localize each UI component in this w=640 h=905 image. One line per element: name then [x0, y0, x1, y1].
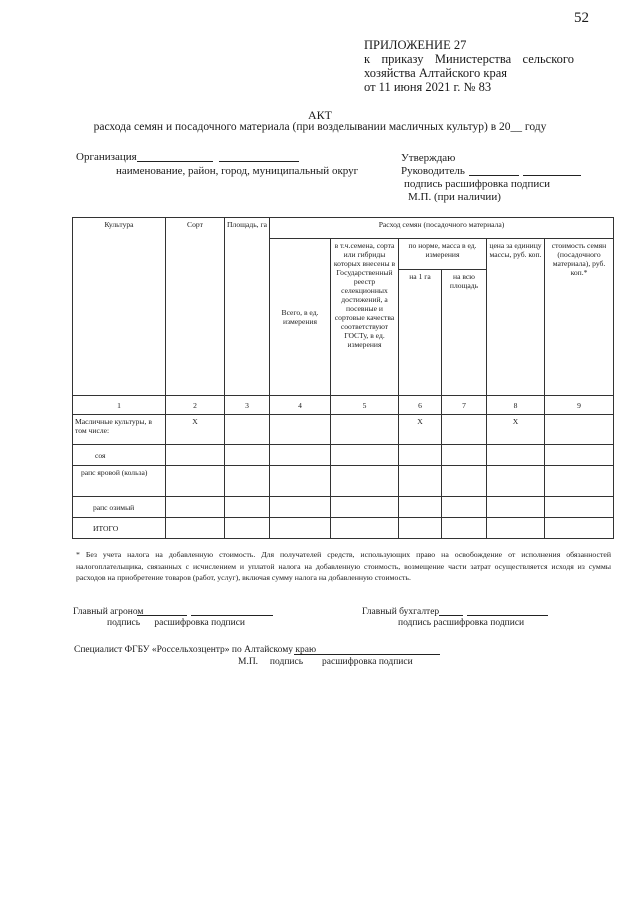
table-cell — [331, 415, 399, 445]
table-cell — [545, 415, 614, 445]
document-title: АКТ — [308, 108, 332, 122]
table-row — [73, 518, 614, 539]
accountant-decoding-line — [467, 615, 548, 616]
column-number: 4 — [270, 396, 331, 415]
row-total-name: ИТОГО — [73, 518, 166, 539]
table-cell — [270, 497, 331, 518]
table-cell — [545, 445, 614, 466]
appendix-header — [364, 38, 574, 94]
table-cell — [331, 466, 399, 497]
document-subtitle: расхода семян и посадочного материала (при возделывании масличных культур) в 20__ году — [93, 121, 547, 133]
column-number: 2 — [166, 396, 225, 415]
table-cell — [442, 518, 487, 539]
table-cell — [270, 518, 331, 539]
header-registry: в т.ч.семена, сорта или гибриды которых внесены в Государственный реестр селекционных достижений, а посевные и сортовые качества соответствуют ГОСТу, в ед. измерения — [331, 239, 399, 396]
accountant-signature-line — [439, 615, 463, 616]
approve-label: Утверждаю — [401, 152, 456, 164]
agronomist-label: Главный агроном — [73, 607, 144, 617]
specialist-caption: М.П. подпись расшифровка подписи — [238, 657, 413, 667]
table-cell — [487, 518, 545, 539]
page-number: 52 — [574, 10, 589, 26]
table-cell — [487, 497, 545, 518]
header-whole-area: на всю площадь — [442, 270, 487, 396]
table-cell: Х — [166, 415, 225, 445]
row-culture-name: Масличные культуры, в том числе: — [73, 415, 166, 445]
footnote: * Без учета налога на добавленную стоимость. Для получателей средств, использующих право на освобождение от исполнения обязанностей налогоплательщика, связанных с исчислением и уплатой налога на добавленную стоимость, возмещение части затрат осуществляется исходя из суммы расходов на приобретение товаров (работ, услуг), включая сумму налога на добавленную стоимость. — [76, 550, 611, 582]
org-caption: наименование, район, город, муниципальный округ — [116, 165, 359, 177]
table-cell — [166, 445, 225, 466]
column-number: 6 — [399, 396, 442, 415]
column-number: 8 — [487, 396, 545, 415]
table-cell — [166, 497, 225, 518]
header-variety: Сорт — [166, 218, 225, 396]
header-price: цена за единицу массы, руб. коп. — [487, 239, 545, 396]
table-cell — [545, 518, 614, 539]
column-number: 1 — [73, 396, 166, 415]
appendix-ministry-line: хозяйства Алтайского края — [364, 66, 507, 80]
table-cell — [331, 445, 399, 466]
row-culture-name: соя — [73, 445, 166, 466]
header-cost: стоимость семян (посадочного материала), руб. коп.* — [545, 239, 614, 396]
word: к — [364, 52, 371, 66]
header-per-ha: на 1 га — [399, 270, 442, 396]
table-cell — [270, 445, 331, 466]
word: сельского — [522, 52, 574, 66]
table-cell — [225, 497, 270, 518]
table-cell — [225, 415, 270, 445]
table-cell — [442, 466, 487, 497]
appendix-order-line — [364, 52, 574, 66]
row-culture-name: рапс озимый — [73, 497, 166, 518]
table-cell — [545, 497, 614, 518]
head-label: Руководитель — [401, 165, 465, 177]
accountant-caption: подпись расшифровка подписи — [398, 618, 525, 628]
table-cell — [487, 466, 545, 497]
seed-consumption-table — [72, 217, 614, 539]
table-cell: Х — [487, 415, 545, 445]
org-name-line — [137, 161, 213, 162]
column-number: 5 — [331, 396, 399, 415]
table-cell — [399, 497, 442, 518]
head-decoding-line — [523, 175, 581, 176]
specialist-label: Специалист ФГБУ «Россельхозцентр» по Алтайскому краю — [74, 645, 317, 655]
stamp-label: М.П. (при наличии) — [408, 191, 501, 203]
column-number: 9 — [545, 396, 614, 415]
table-cell — [331, 518, 399, 539]
agronomist-decoding-line — [191, 615, 273, 616]
table-cell — [399, 466, 442, 497]
table-cell — [442, 445, 487, 466]
table-cell — [225, 518, 270, 539]
approve-caption: подпись расшифровка подписи — [404, 178, 551, 190]
word: приказу — [381, 52, 424, 66]
table-cell — [225, 445, 270, 466]
row-culture-name: рапс яровой (кольза) — [73, 466, 166, 497]
table-cell — [270, 415, 331, 445]
header-norm: по норме, масса в ед. измерения — [399, 239, 487, 270]
org-label: Организация — [76, 151, 137, 163]
table-row — [73, 466, 614, 497]
column-number: 3 — [225, 396, 270, 415]
table-cell — [166, 466, 225, 497]
specialist-signature-line — [294, 654, 440, 655]
header-total: Всего, в ед. измерения — [270, 239, 331, 396]
agronomist-caption: подпись расшифровка подписи — [107, 618, 246, 628]
table-row — [73, 445, 614, 466]
table-cell — [166, 518, 225, 539]
column-number: 7 — [442, 396, 487, 415]
appendix-title: ПРИЛОЖЕНИЕ 27 — [364, 38, 467, 52]
table-row — [73, 415, 614, 445]
table-cell — [442, 497, 487, 518]
word: Министерства — [434, 52, 512, 66]
table-cell: Х — [399, 415, 442, 445]
header-culture: Культура — [73, 218, 166, 396]
table-cell — [270, 466, 331, 497]
header-consumption: Расход семян (посадочного материала) — [270, 218, 614, 239]
table-cell — [399, 445, 442, 466]
table-cell — [442, 415, 487, 445]
table-row — [73, 497, 614, 518]
table-cell — [225, 466, 270, 497]
head-signature-line — [469, 175, 519, 176]
table-cell — [545, 466, 614, 497]
appendix-date-line: от 11 июня 2021 г. № 83 — [364, 80, 492, 94]
table-cell — [487, 445, 545, 466]
header-area: Площадь, га — [225, 218, 270, 396]
table-cell — [399, 518, 442, 539]
agronomist-signature-line — [137, 615, 187, 616]
table-cell — [331, 497, 399, 518]
accountant-label: Главный бухгалтер — [362, 607, 440, 617]
org-district-line — [219, 161, 299, 162]
